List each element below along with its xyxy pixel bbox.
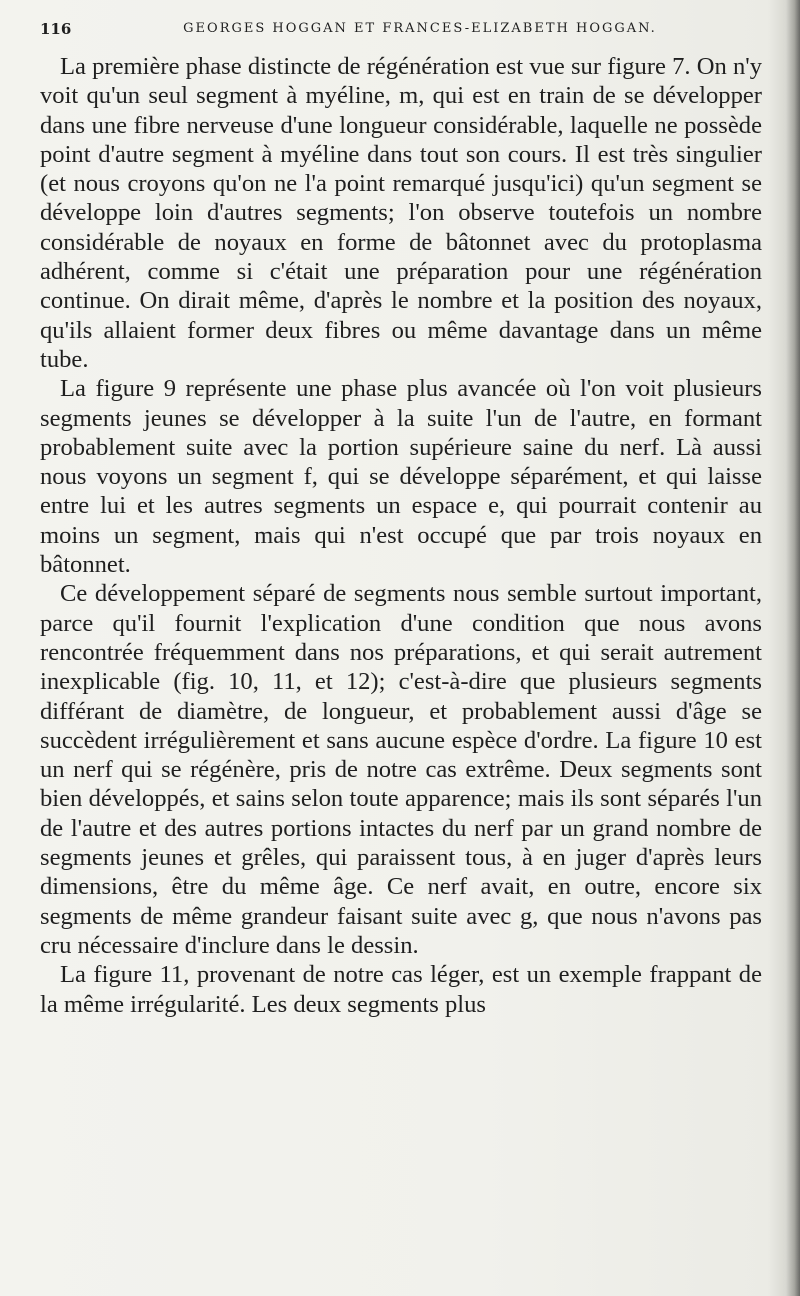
paragraph-3: Ce développement séparé de segments nous semble surtout important, parce qu'il fournit l'explication d'une condition que nous avons rencontrée fréquemment dans nos préparations, et qui serait autrement inexplicable (fig. 10, 11, et 12); c'est-à-dire que plusieurs segments différant de diamètre, de longueur, et probablement aussi d'âge se succèdent irrégulièrement et sans aucune espèce d'ordre. La figure 10 est un nerf qui se régénère, pris de notre cas extrême. Deux segments sont bien développés, et sains selon toute apparence; mais ils sont séparés l'un de l'autre et des autres portions intactes du nerf par un grand nombre de segments jeunes et grêles, qui paraissent tous, à en juger d'après leurs dimensions, être du même âge. Ce nerf avait, en outre, encore six segments de même grandeur faisant suite avec g, que nous n'avons pas cru nécessaire d'inclure dans le dessin.	[40, 580, 762, 959]
body-text	[40, 52, 762, 1019]
page-header	[40, 20, 760, 44]
paragraph-4: La figure 11, provenant de notre cas léger, est un exemple frappant de la même irrégularité. Les deux segments plus	[40, 961, 762, 1018]
paragraph-1: La première phase distincte de régénération est vue sur figure 7. On n'y voit qu'un seul segment à myéline, m, qui est en train de se développer dans une fibre nerveuse d'une longueur considérable, laquelle ne possède point d'autre segment à myéline dans tout son cours. Il est très singulier (et nous croyons qu'on ne l'a point remarqué jusqu'ici) qu'un segment se développe loin d'autres segments; l'on observe toutefois un nombre considérable de noyaux en forme de bâtonnet avec du protoplasma adhérent, comme si c'était une préparation pour une régénération continue. On dirait même, d'après le nombre et la position des noyaux, qu'ils allaient former deux fibres ou même davantage dans un même tube.	[40, 53, 762, 373]
page-number: 116	[40, 20, 72, 38]
paragraph-2: La figure 9 représente une phase plus avancée où l'on voit plusieurs segments jeunes se développer à la suite l'un de l'autre, en formant probablement suite avec la portion supérieure saine du nerf. Là aussi nous voyons un segment f, qui se développe séparément, et qui laisse entre lui et les autres segments un espace e, qui pourrait contenir au moins un segment, mais qui n'est occupé que par trois noyaux en bâtonnet.	[40, 375, 762, 579]
page-edge-shadow	[786, 0, 800, 1296]
running-head: GEORGES HOGGAN ET FRANCES-ELIZABETH HOGGAN.	[183, 21, 657, 36]
